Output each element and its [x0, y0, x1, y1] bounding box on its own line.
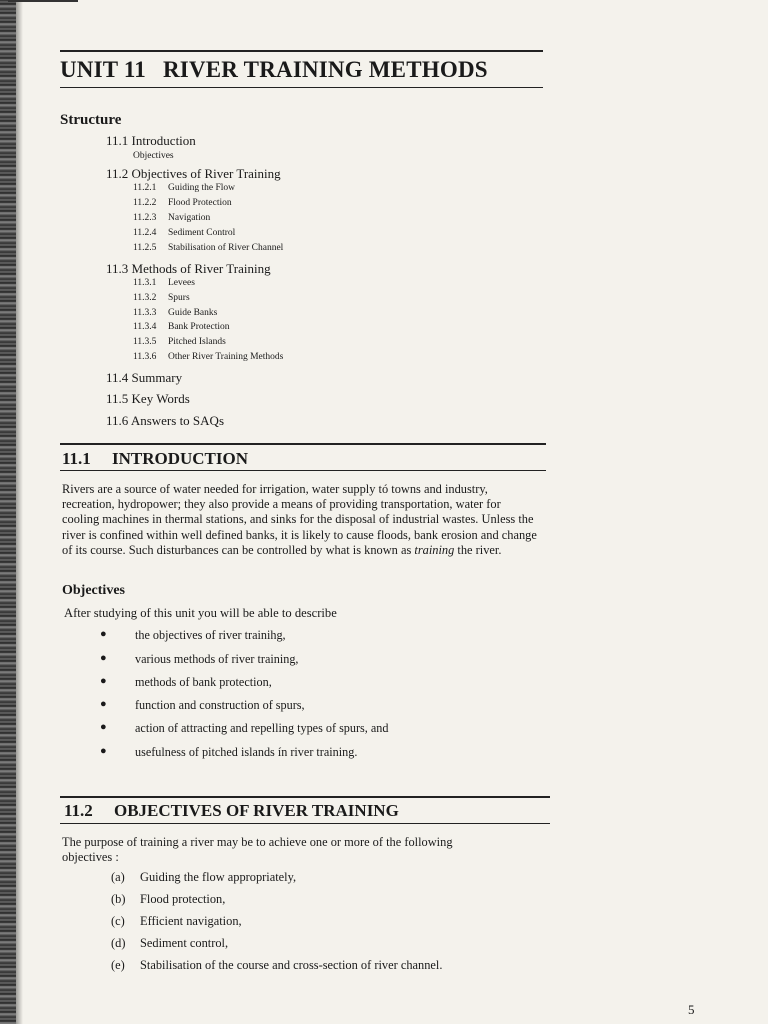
- corner-mark: [8, 0, 78, 10]
- toc-subitem-number: 11.2.3: [133, 213, 157, 223]
- unit-name: RIVER TRAINING METHODS: [163, 57, 488, 82]
- toc-subitem-label: Guide Banks: [168, 308, 218, 318]
- objective-item-text: Sediment control,: [140, 936, 229, 950]
- toc-subitem: [133, 228, 235, 238]
- toc-subitem-number: 11.3.2: [133, 293, 157, 303]
- toc-subitem-number: 11.2.2: [133, 198, 157, 208]
- bullet-text: various methods of river training,: [135, 652, 299, 666]
- toc-item: [106, 133, 196, 149]
- section-title: OBJECTIVES OF RIVER TRAINING: [114, 801, 399, 820]
- toc-subitem-number: 11.2.4: [133, 228, 157, 238]
- toc-subitem-label: Bank Protection: [168, 322, 230, 332]
- objective-item-label: (b): [111, 892, 126, 906]
- toc-subitem: [133, 352, 283, 362]
- title-top-rule: [60, 50, 543, 52]
- toc-item: [106, 166, 281, 182]
- bullet-text: function and construction of spurs,: [135, 698, 305, 712]
- toc-subitem-label: Spurs: [168, 293, 190, 303]
- unit-number: UNIT 11: [60, 57, 146, 82]
- toc-subitem: [133, 151, 174, 161]
- objective-item-label: (c): [111, 914, 125, 928]
- toc-item-label: Key Words: [131, 391, 190, 406]
- toc-subitem-number: 11.3.1: [133, 278, 157, 288]
- toc-item: [106, 370, 182, 386]
- section-number: 11.1: [62, 449, 91, 468]
- section-heading-11-2: [64, 801, 399, 821]
- page-binding-edge: [0, 0, 16, 1024]
- toc-subitem: [133, 308, 217, 318]
- section-11-2-bottom-rule: [60, 823, 550, 824]
- toc-item-number: 11.6: [106, 413, 129, 428]
- toc-subitem-label: Other River Training Methods: [168, 352, 284, 362]
- objective-item-text: Flood protection,: [140, 892, 226, 906]
- toc-item-label: Objectives of River Training: [131, 166, 281, 181]
- toc-subitem-number: 11.2.5: [133, 243, 157, 253]
- objectives-paragraph: The purpose of training a river may be to achieve one or more of the following objectives :: [62, 835, 453, 865]
- toc-item: [106, 261, 271, 277]
- bullet-icon: ●: [100, 628, 107, 640]
- toc-subitem: [133, 198, 232, 208]
- toc-item-number: 11.5: [106, 391, 129, 406]
- objectives-heading: Objectives: [62, 583, 125, 598]
- toc-item-number: 11.2: [106, 166, 129, 181]
- bullet-text: the objectives of river trainihg,: [135, 628, 286, 642]
- toc-subitem-number: 11.3.6: [133, 352, 157, 362]
- section-number: 11.2: [64, 801, 93, 820]
- page-number: 5: [688, 1002, 695, 1017]
- bullet-text: action of attracting and repelling types of spurs, and: [135, 721, 389, 735]
- toc-subitem-label: Objectives: [133, 151, 174, 161]
- intro-paragraph: [62, 482, 538, 558]
- toc-item: [106, 413, 224, 429]
- toc-subitem: [133, 183, 235, 193]
- toc-item-number: 11.3: [106, 261, 129, 276]
- toc-subitem-label: Sediment Control: [168, 228, 236, 238]
- toc-subitem-label: Stabilisation of River Channel: [168, 243, 284, 253]
- toc-item-number: 11.4: [106, 370, 129, 385]
- section-heading-11-1: [62, 449, 248, 469]
- toc-item-label: Introduction: [131, 133, 196, 148]
- toc-subitem-label: Pitched Islands: [168, 337, 226, 347]
- toc-item: [106, 391, 190, 407]
- toc-item-number: 11.1: [106, 133, 129, 148]
- objective-item-label: (a): [111, 870, 125, 884]
- section-11-1-bottom-rule: [60, 470, 546, 471]
- unit-title: [60, 57, 488, 83]
- toc-subitem: [133, 337, 226, 347]
- toc-subitem-number: 11.3.4: [133, 322, 157, 332]
- toc-subitem-number: 11.3.3: [133, 308, 157, 318]
- toc-subitem: [133, 278, 195, 288]
- toc-subitem-number: 11.3.5: [133, 337, 157, 347]
- toc-subitem: [133, 322, 229, 332]
- section-11-2-top-rule: [60, 796, 550, 798]
- toc-subitem-number: 11.2.1: [133, 183, 157, 193]
- toc-item-label: Answers to SAQs: [130, 413, 224, 428]
- objective-item-label: (d): [111, 936, 126, 950]
- title-bottom-rule: [60, 87, 543, 88]
- section-11-1-top-rule: [60, 443, 546, 445]
- toc-subitem-label: Guiding the Flow: [168, 183, 236, 193]
- objective-item-text: Guiding the flow appropriately,: [140, 870, 297, 884]
- objective-item-text: Efficient navigation,: [140, 914, 242, 928]
- intro-text-end: the river.: [454, 542, 502, 557]
- toc-subitem-label: Levees: [168, 278, 195, 288]
- bullet-icon: ●: [100, 698, 107, 710]
- toc-subitem: [133, 293, 190, 303]
- toc-subitem-label: Flood Protection: [168, 198, 232, 208]
- objective-item-text: Stabilisation of the course and cross-section of river channel.: [140, 958, 443, 972]
- bullet-icon: ●: [100, 675, 107, 687]
- bullet-icon: ●: [100, 721, 107, 733]
- toc-subitem: [133, 243, 283, 253]
- section-title: INTRODUCTION: [112, 449, 249, 468]
- bullet-text: usefulness of pitched islands ín river training.: [135, 745, 358, 759]
- intro-text: Rivers are a source of water needed for irrigation, water supply tó towns and industry, recreation, hydropower; they also provide a means of providing transportation, water for cooling machines in thermal stations, and sinks for the disposal of industrial wastes. Unless the river is confined within well defined banks, it is likely to cause floods, bank erosion and change of its course. Such disturbances can be controlled by what is known as: [62, 482, 537, 557]
- toc-item-label: Summary: [131, 370, 183, 385]
- objectives-lead: After studying of this unit you will be able to describe: [64, 606, 337, 620]
- intro-italic-term: training: [414, 542, 455, 557]
- bullet-icon: ●: [100, 652, 107, 664]
- toc-subitem: [133, 213, 210, 223]
- structure-heading: Structure: [60, 112, 122, 128]
- bullet-text: methods of bank protection,: [135, 675, 272, 689]
- objective-item-label: (e): [111, 958, 125, 972]
- binding-shadow: [16, 0, 23, 1024]
- toc-item-label: Methods of River Training: [131, 261, 271, 276]
- bullet-icon: ●: [100, 745, 107, 757]
- toc-subitem-label: Navigation: [168, 213, 211, 223]
